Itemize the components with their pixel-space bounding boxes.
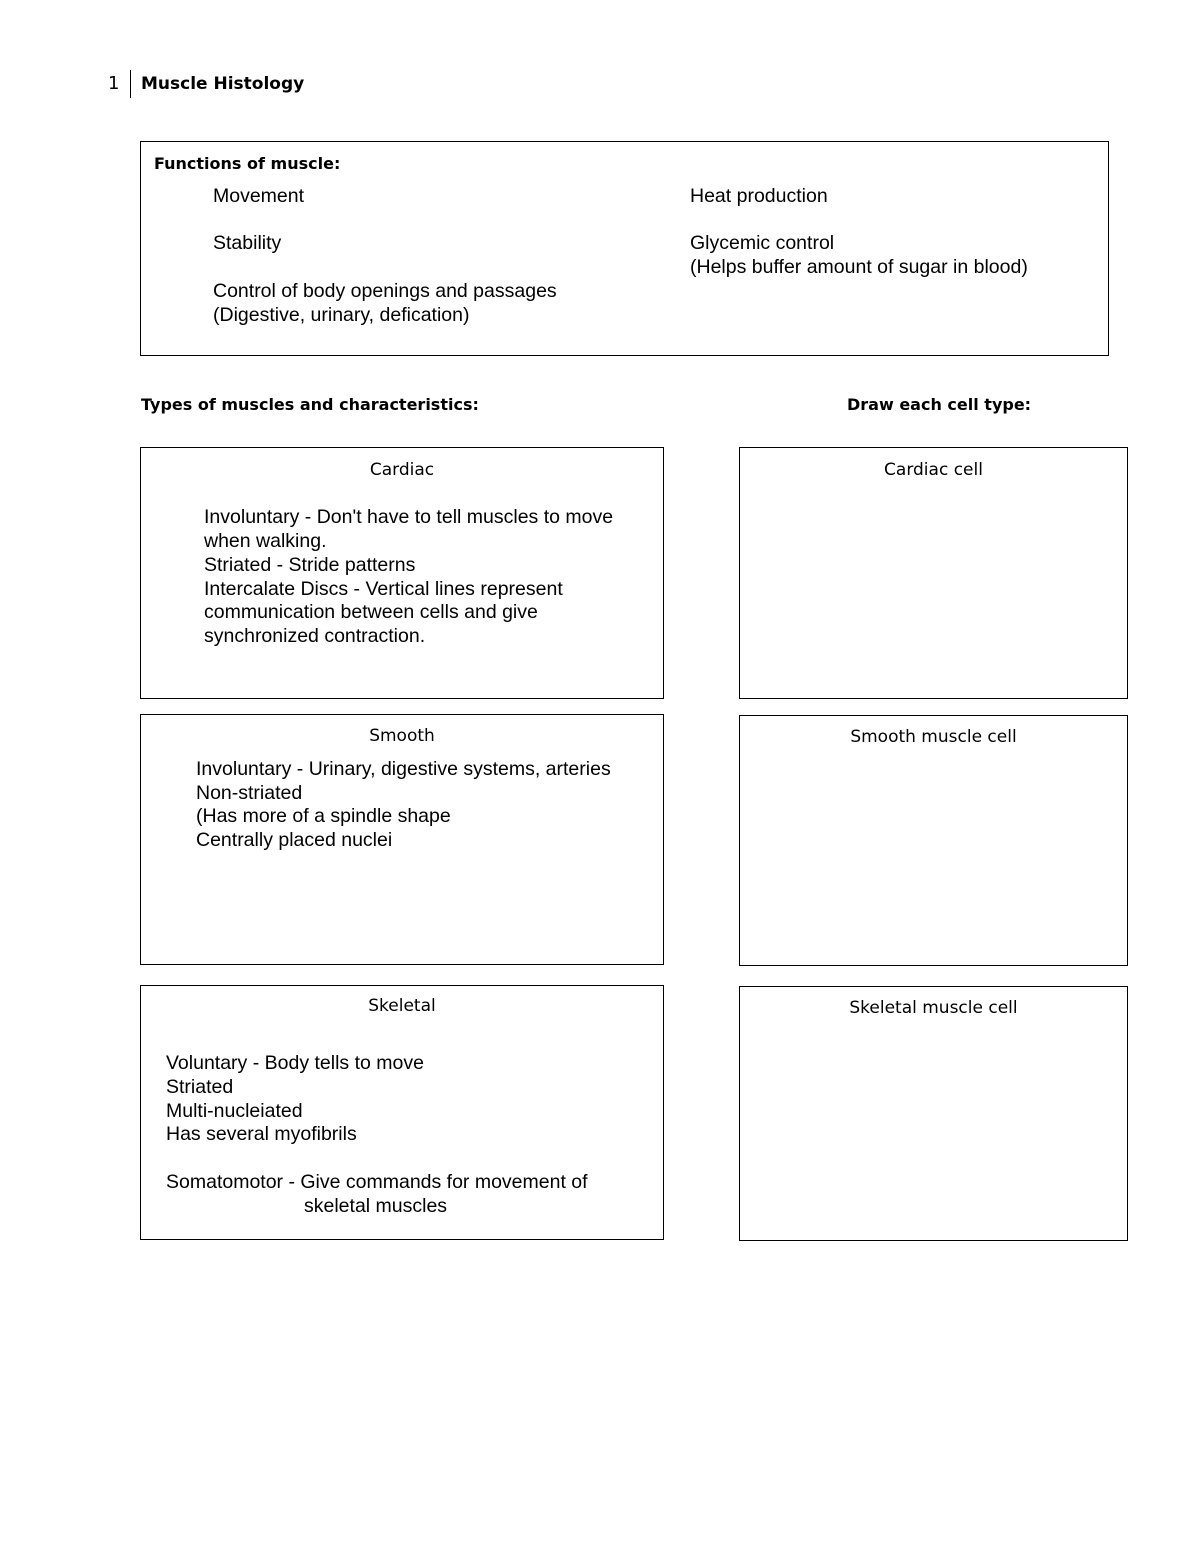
cardiac-line: Intercalate Discs - Vertical lines represent — [204, 578, 563, 600]
cardiac-line: Striated - Stride patterns — [204, 554, 416, 576]
cardiac-line: synchronized contraction. — [204, 625, 426, 647]
skeletal-line: Striated — [166, 1076, 234, 1098]
skeletal-line: Has several myofibrils — [166, 1123, 357, 1145]
function-item-glycemic-note: (Helps buffer amount of sugar in blood) — [690, 256, 1028, 278]
cardiac-line: Involuntary - Don't have to tell muscles to move — [204, 506, 614, 528]
cardiac-title: Cardiac — [369, 460, 435, 480]
page-number: 1 — [108, 73, 120, 94]
function-item-glycemic: Glycemic control — [690, 232, 835, 254]
skeletal-line: skeletal muscles — [304, 1195, 448, 1217]
function-item-movement: Movement — [213, 185, 305, 207]
smooth-line: Centrally placed nuclei — [196, 829, 393, 851]
smooth-cell-title: Smooth muscle cell — [850, 727, 1017, 747]
cardiac-line: communication between cells and give — [204, 601, 538, 623]
smooth-line: Non-striated — [196, 782, 303, 804]
types-heading: Types of muscles and characteristics: — [141, 395, 479, 414]
smooth-line: Involuntary - Urinary, digestive systems, arteries — [196, 758, 611, 780]
skeletal-box — [140, 985, 664, 1240]
smooth-box — [140, 714, 664, 965]
cardiac-box — [140, 447, 664, 699]
skeletal-cell-title: Skeletal muscle cell — [849, 998, 1018, 1018]
skeletal-title: Skeletal — [368, 996, 436, 1016]
skeletal-line: Multi-nucleiated — [166, 1100, 303, 1122]
draw-heading: Draw each cell type: — [847, 395, 1032, 414]
skeletal-line: Voluntary - Body tells to move — [166, 1052, 424, 1074]
function-item-control-note: (Digestive, urinary, defication) — [213, 304, 470, 326]
skeletal-cell-drawing-area — [739, 986, 1128, 1241]
header-divider — [130, 70, 131, 98]
cardiac-line: when walking. — [204, 530, 327, 552]
smooth-line: (Has more of a spindle shape — [196, 805, 451, 827]
function-item-heat: Heat production — [690, 185, 828, 207]
cardiac-cell-title: Cardiac cell — [884, 460, 983, 480]
functions-heading: Functions of muscle: — [154, 154, 341, 173]
cardiac-cell-drawing-area — [739, 447, 1128, 699]
smooth-cell-drawing-area — [739, 715, 1128, 966]
page-title: Muscle Histology — [141, 74, 305, 94]
smooth-title: Smooth — [369, 726, 435, 746]
function-item-control-openings: Control of body openings and passages — [213, 280, 557, 302]
function-item-stability: Stability — [213, 232, 282, 254]
functions-box — [140, 141, 1109, 356]
skeletal-line: Somatomotor - Give commands for movement of — [166, 1171, 588, 1193]
